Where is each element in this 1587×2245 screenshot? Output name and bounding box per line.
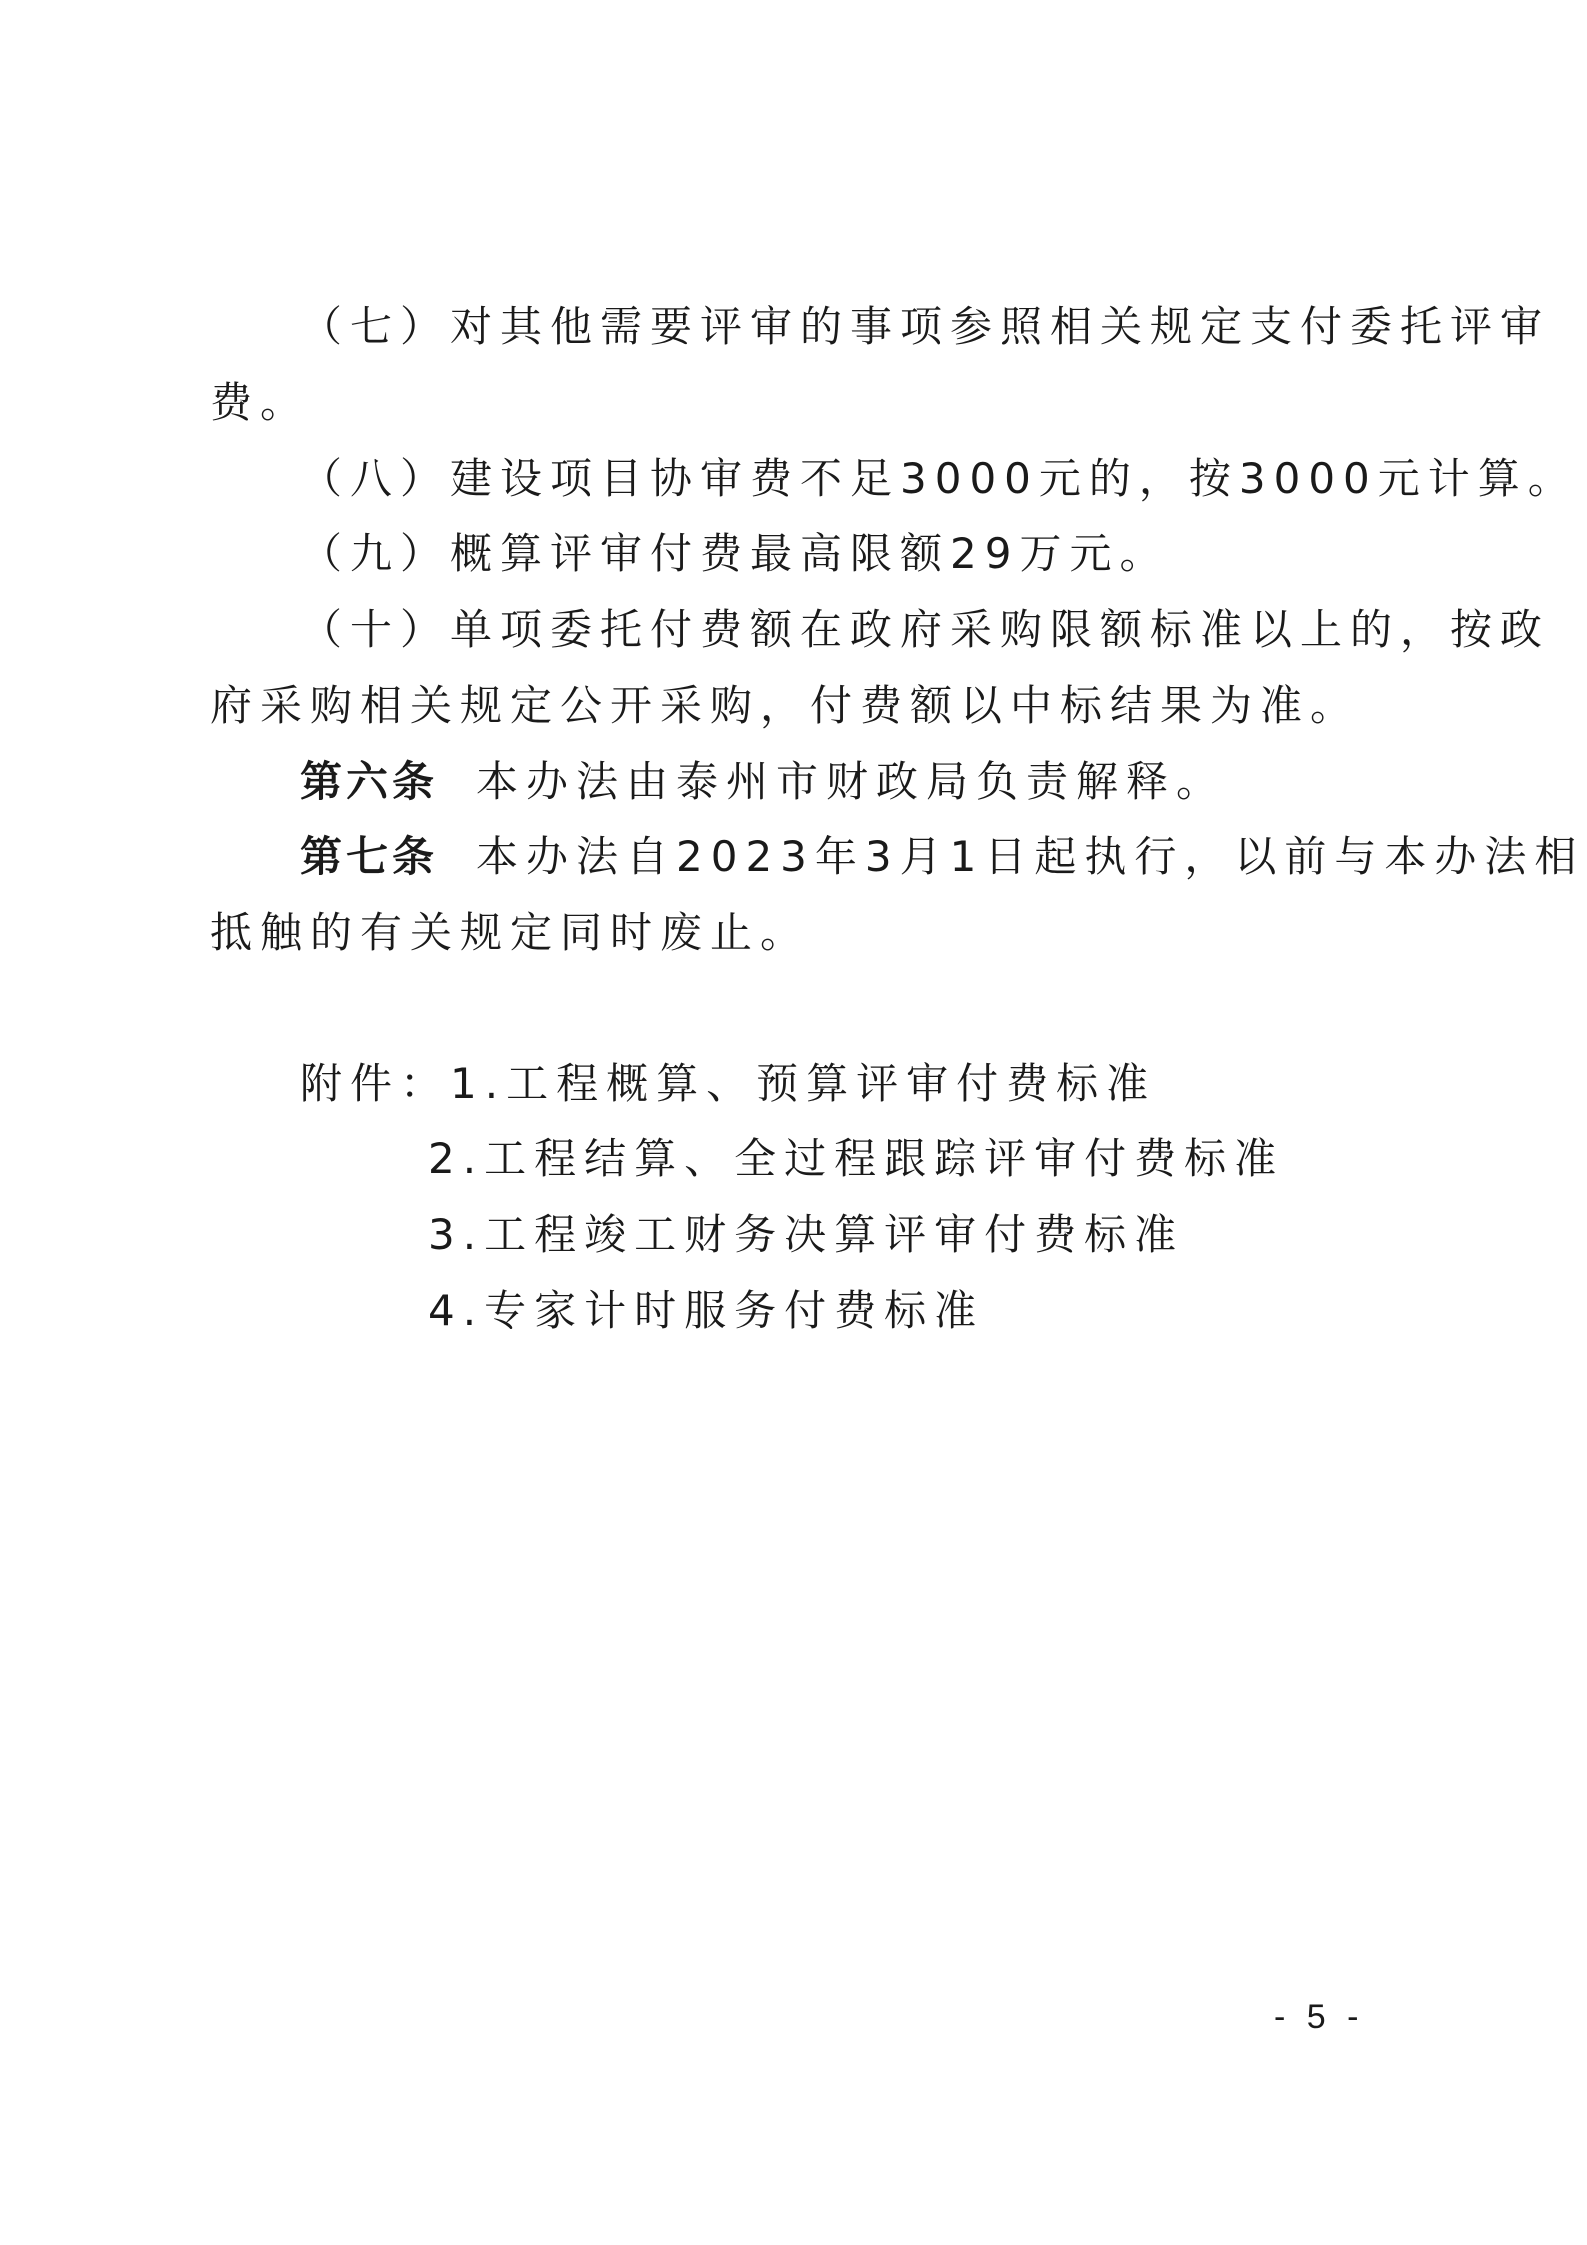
- attachment-label: 附件：: [300, 1059, 451, 1108]
- attachment-item: 4.专家计时服务付费标准: [428, 1286, 985, 1335]
- article-6-text: 本办法由泰州市财政局负责解释。: [476, 757, 1227, 806]
- article-7-line-2: 抵触的有关规定同时废止。: [210, 908, 811, 957]
- attachment-item: 1.工程概算、预算评审付费标准: [450, 1059, 1157, 1108]
- article-7-text-line-1: 本办法自2023年3月1日起执行，以前与本办法相: [476, 832, 1585, 881]
- article-6-heading: 第六条: [300, 757, 439, 806]
- page-number: - 5 -: [1274, 1998, 1365, 2036]
- article-7-heading: 第七条: [300, 832, 439, 881]
- paragraph-10-line-1: （十）单项委托付费额在政府采购限额标准以上的，按政: [300, 605, 1551, 654]
- paragraph-9: （九）概算评审付费最高限额29万元。: [300, 529, 1170, 578]
- paragraph-7-line-2: 费。: [210, 378, 311, 427]
- attachment-item: 3.工程竣工财务决算评审付费标准: [428, 1210, 1185, 1259]
- attachment-item: 2.工程结算、全过程跟踪评审付费标准: [428, 1134, 1285, 1183]
- paragraph-10-line-2: 府采购相关规定公开采购，付费额以中标结果为准。: [210, 681, 1361, 730]
- paragraph-7-line-1: （七）对其他需要评审的事项参照相关规定支付委托评审: [300, 302, 1551, 351]
- article-6: [300, 757, 1226, 807]
- article-7-line-1: [300, 832, 1584, 882]
- attachment-row-1: [300, 1059, 1156, 1109]
- paragraph-8: （八）建设项目协审费不足3000元的，按3000元计算。: [300, 454, 1578, 503]
